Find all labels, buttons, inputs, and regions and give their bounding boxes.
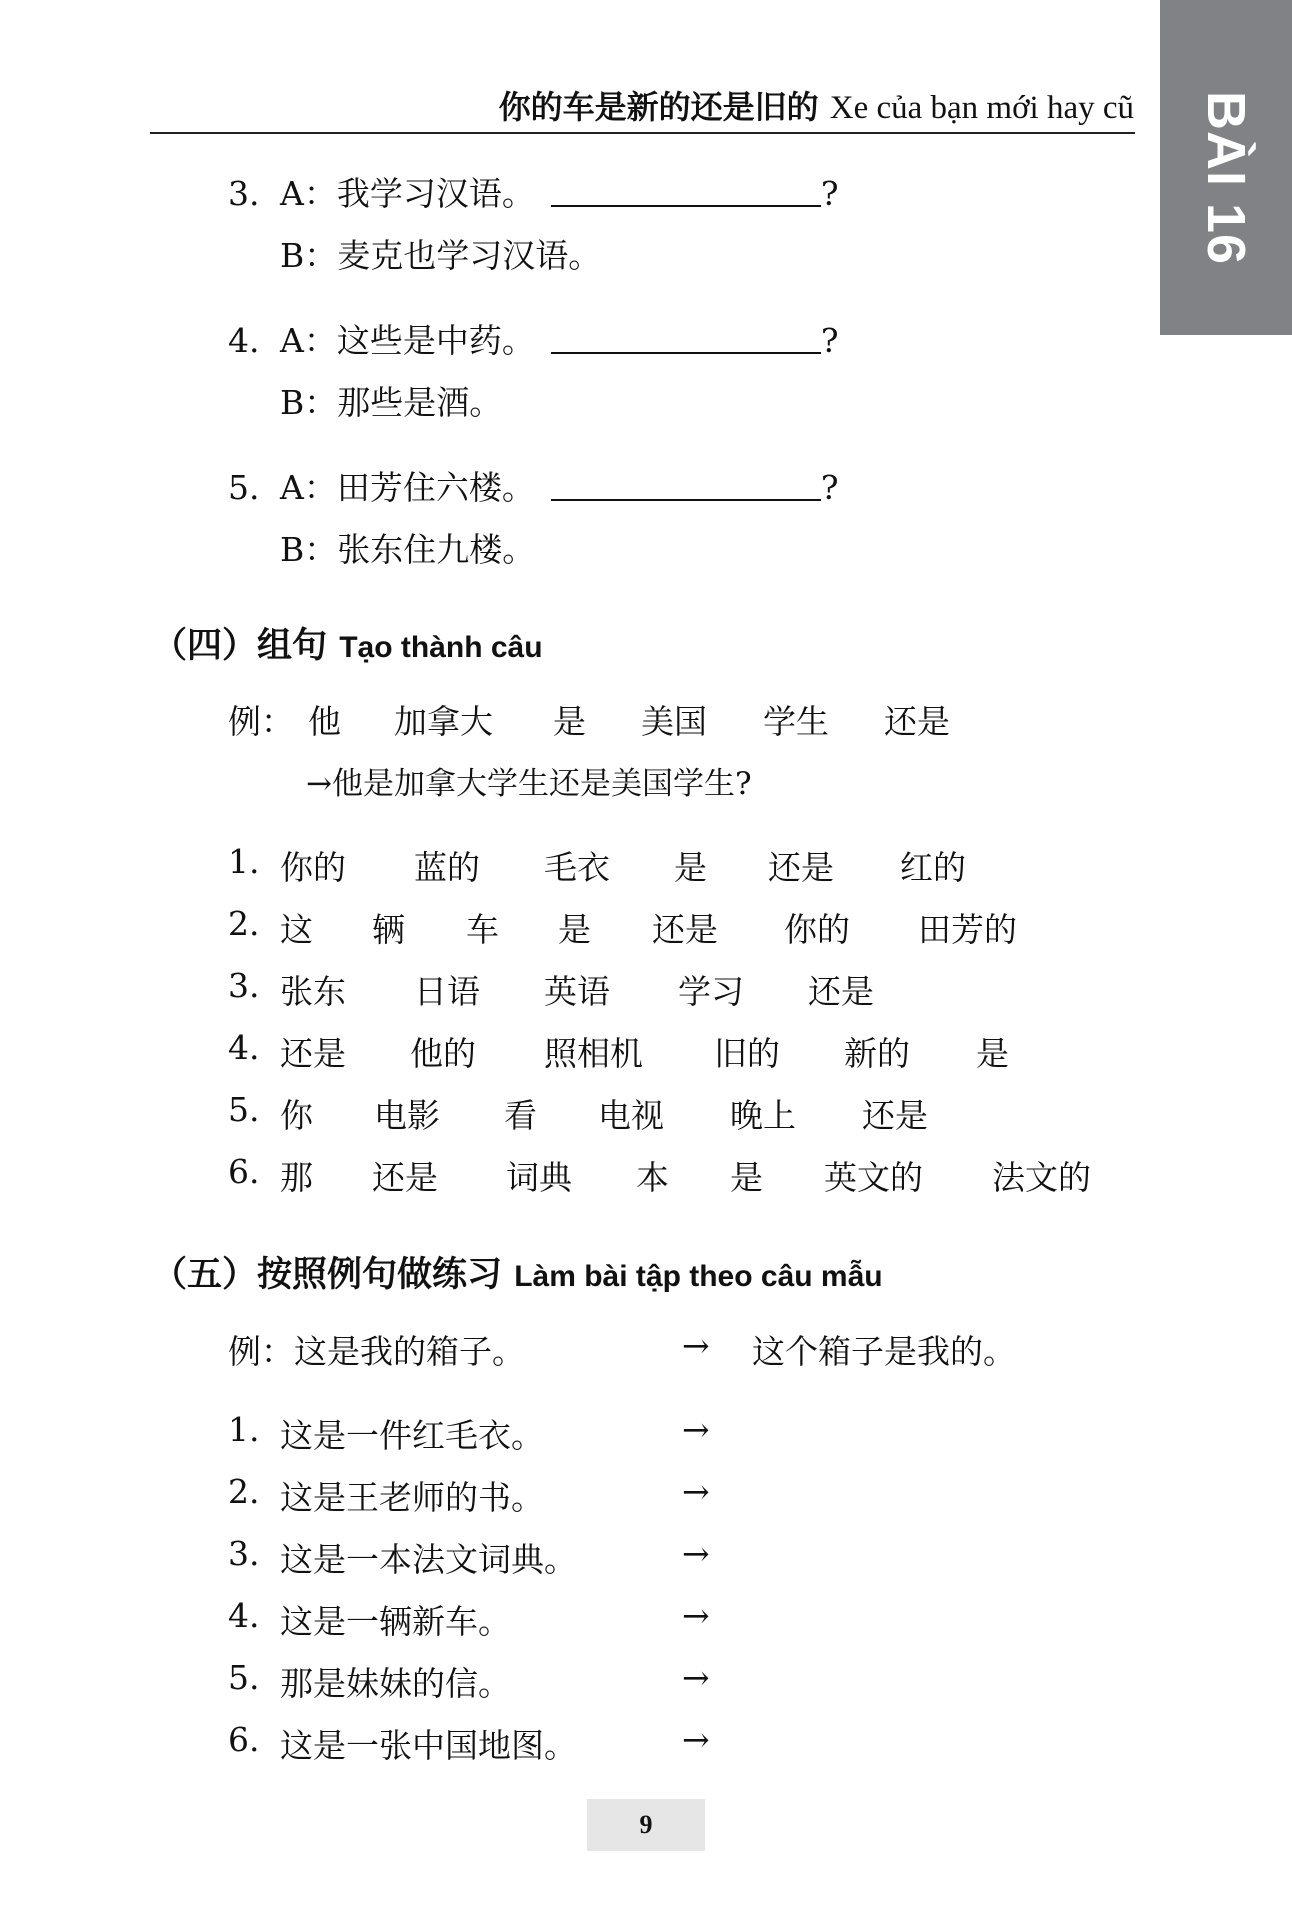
section-4-item-5: 5. 你 电影 看 电视 晚上 还是 xyxy=(228,1090,928,1135)
header-title-zh: 你的车是新的还是旧的 xyxy=(498,88,819,126)
section-5-item-4: 4. 这是一辆新车。 → xyxy=(228,1596,710,1641)
section-4-example: 例： 他 加拿大 是 美国 学生 还是 xyxy=(228,702,950,741)
lesson-tab-label: BÀI 16 xyxy=(1196,90,1256,266)
qa-item-4-b: B：那些是酒。 xyxy=(280,383,503,422)
section-4-item-1: 1. 你的 蓝的 毛衣 是 还是 红的 xyxy=(228,842,966,887)
arrow-icon: → xyxy=(682,1658,710,1697)
section-5-item-6: 6. 这是一张中国地图。 → xyxy=(228,1720,710,1765)
section-4-example-answer: →他是加拿大学生还是美国学生? xyxy=(306,766,752,802)
qa-item-5-a: 5. A：田芳住六楼。 ? xyxy=(228,468,839,507)
section-5-item-2: 2. 这是王老师的书。 → xyxy=(228,1472,710,1517)
qa-item-3-a: 3. A：我学习汉语。 ? xyxy=(228,174,839,213)
answer-blank[interactable] xyxy=(551,175,821,207)
header-title-vi: Xe của bạn mới hay cũ xyxy=(829,90,1134,126)
arrow-icon: → xyxy=(682,1720,710,1759)
lesson-tab xyxy=(1160,0,1292,335)
section-4-title: （四）组句 Tạo thành câu xyxy=(152,626,543,666)
arrow-icon: → xyxy=(682,1472,710,1511)
section-5-item-3: 3. 这是一本法文词典。 → xyxy=(228,1534,710,1579)
header-divider xyxy=(150,132,1135,134)
page-header-title xyxy=(499,82,1134,128)
arrow-icon: → xyxy=(682,1410,710,1449)
qa-item-3-b: B：麦克也学习汉语。 xyxy=(280,236,602,275)
section-5-example: 例：这是我的箱子。 → 这个箱子是我的。 xyxy=(228,1326,1016,1371)
answer-blank[interactable] xyxy=(551,469,821,501)
answer-blank[interactable] xyxy=(551,322,821,354)
arrow-icon: → xyxy=(682,1534,710,1573)
qa-item-4-a: 4. A：这些是中药。 ? xyxy=(228,321,839,360)
section-4-item-6: 6. 那 还是 词典 本 是 英文的 法文的 xyxy=(228,1152,1091,1197)
arrow-icon: → xyxy=(682,1596,710,1635)
section-4-item-3: 3. 张东 日语 英语 学习 还是 xyxy=(228,966,874,1011)
page-number: 9 xyxy=(587,1799,705,1851)
section-4-item-2: 2. 这 辆 车 是 还是 你的 田芳的 xyxy=(228,904,1017,949)
section-5-item-1: 1. 这是一件红毛衣。 → xyxy=(228,1410,710,1455)
qa-item-5-b: B：张东住九楼。 xyxy=(280,530,536,569)
section-4-item-4: 4. 还是 他的 照相机 旧的 新的 是 xyxy=(228,1028,1009,1073)
section-5-title: （五）按照例句做练习 Làm bài tập theo câu mẫu xyxy=(152,1255,883,1295)
section-5-item-5: 5. 那是妹妹的信。 → xyxy=(228,1658,710,1703)
